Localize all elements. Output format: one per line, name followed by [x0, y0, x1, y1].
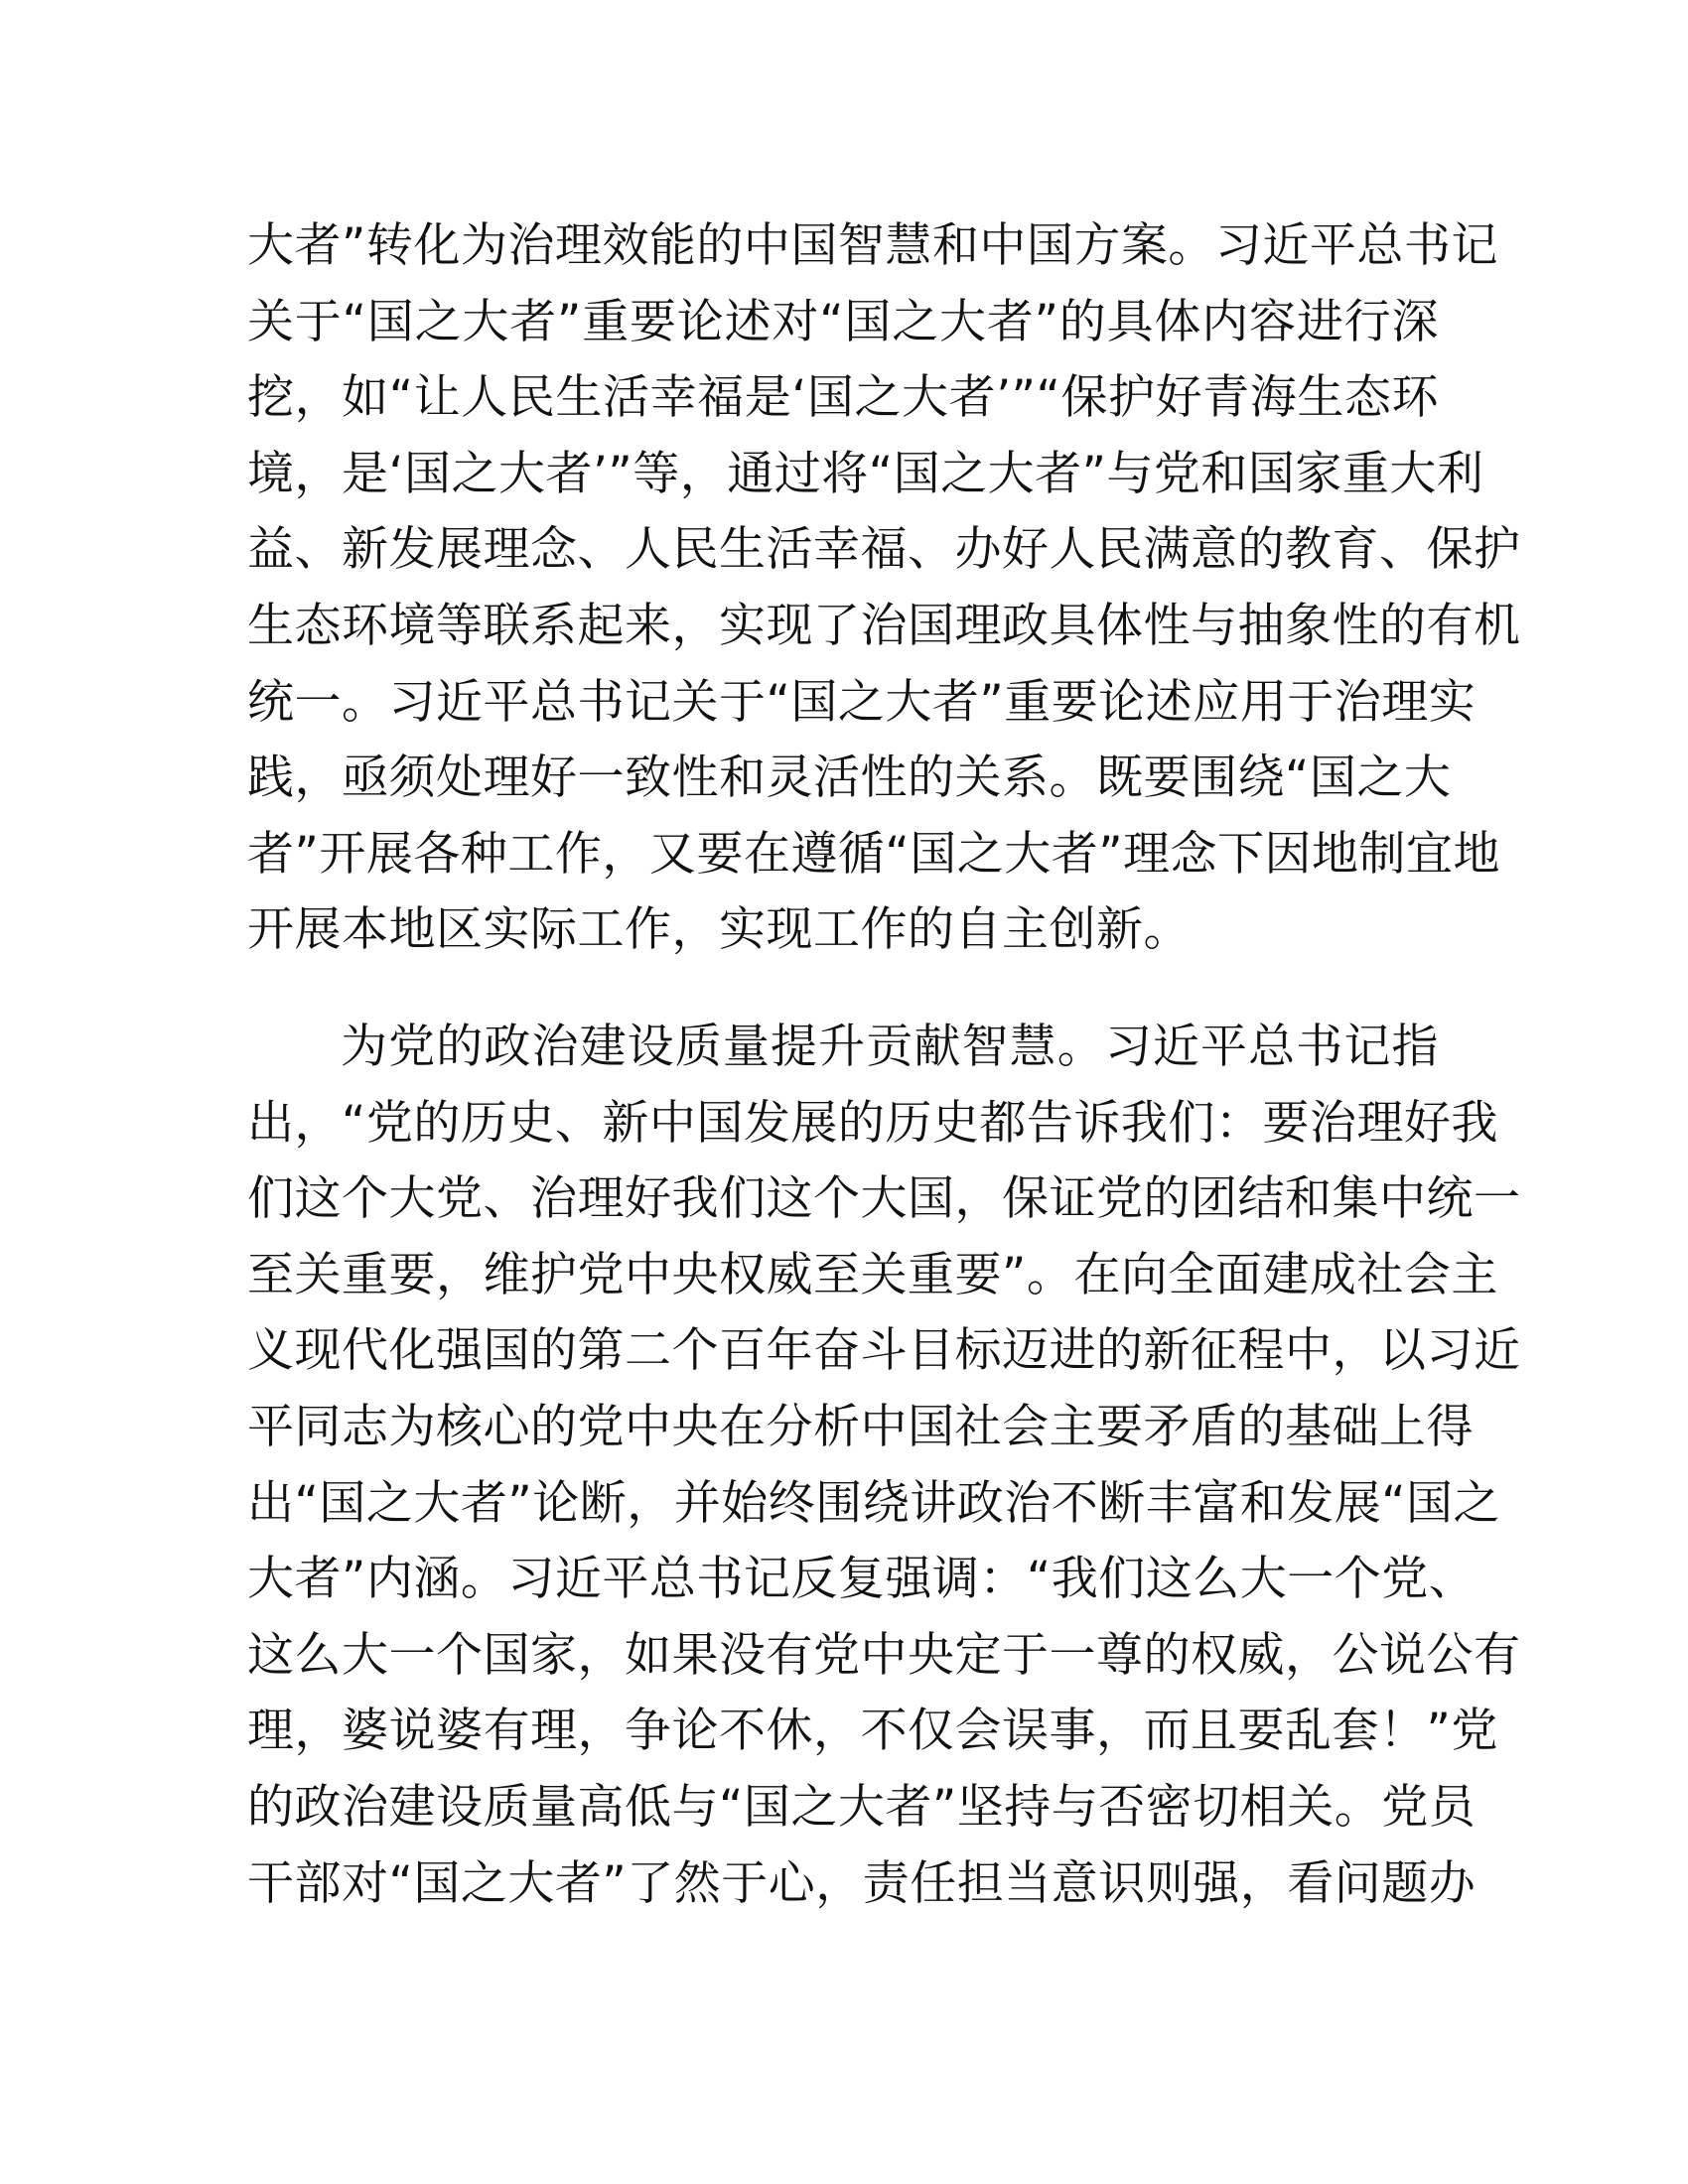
paragraph-line: 平同志为核心的党中央在分析中国社会主要矛盾的基础上得: [247, 1399, 1474, 1454]
paragraph-line: 境，是‘国之大者’”等，通过将“国之大者”与党和国家重大利: [247, 446, 1484, 501]
paragraph-line: 开展本地区实际工作，实现工作的自主创新。: [247, 902, 1191, 958]
paragraph-line: 们这个大党、治理好我们这个大国，保证党的团结和集中统一: [247, 1171, 1521, 1227]
paragraph-line: 为党的政治建设质量提升贡献智慧。习近平总书记指: [341, 1020, 1439, 1074]
paragraph-line: 出，“党的历史、新中国发展的历史都告诉我们：要治理好我: [247, 1095, 1498, 1151]
paragraph-line: 者”开展各种工作，又要在遵循“国之大者”理念下因地制宜地: [247, 826, 1501, 882]
paragraph-line: 这么大一个国家，如果没有党中央定于一尊的权威，公说公有: [247, 1627, 1521, 1683]
body-paragraph-1: [247, 208, 1521, 969]
paragraph-line: 出“国之大者”论断，并始终围绕讲政治不断丰富和发展“国之: [247, 1475, 1501, 1531]
paragraph-line: 理，婆说婆有理，争论不休，不仅会误事，而且要乱套！”党: [247, 1704, 1498, 1759]
paragraph-line: 义现代化强国的第二个百年奋斗目标迈进的新征程中，以习近: [247, 1323, 1521, 1379]
paragraph-line: 统一。习近平总书记关于“国之大者”重要论述应用于治理实: [247, 674, 1477, 730]
paragraph-line: 至关重要，维护党中央权威至关重要”。在向全面建成社会主: [247, 1247, 1498, 1302]
paragraph-line: 干部对“国之大者”了然于心，责任担当意识则强，看问题办: [247, 1855, 1477, 1911]
paragraph-line: 生态环境等联系起来，实现了治国理政具体性与抽象性的有机: [247, 598, 1521, 653]
paragraph-line: 关于“国之大者”重要论述对“国之大者”的具体内容进行深: [247, 294, 1439, 349]
paragraph-line: 大者”内涵。习近平总书记反复强调：“我们这么大一个党、: [247, 1552, 1477, 1607]
paragraph-line: 大者”转化为治理效能的中国智慧和中国方案。习近平总书记: [247, 218, 1498, 273]
body-paragraph-2: [247, 1010, 1521, 1922]
paragraph-line: 益、新发展理念、人民生活幸福、办好人民满意的教育、保护: [247, 522, 1521, 578]
paragraph-line: 挖，如“让人民生活幸福是‘国之大者’”“保护好青海生态环: [247, 370, 1439, 426]
paragraph-line: 践，亟须处理好一致性和灵活性的关系。既要围绕“国之大: [247, 751, 1452, 806]
paragraph-line: 的政治建设质量高低与“国之大者”坚持与否密切相关。党员: [247, 1779, 1477, 1835]
